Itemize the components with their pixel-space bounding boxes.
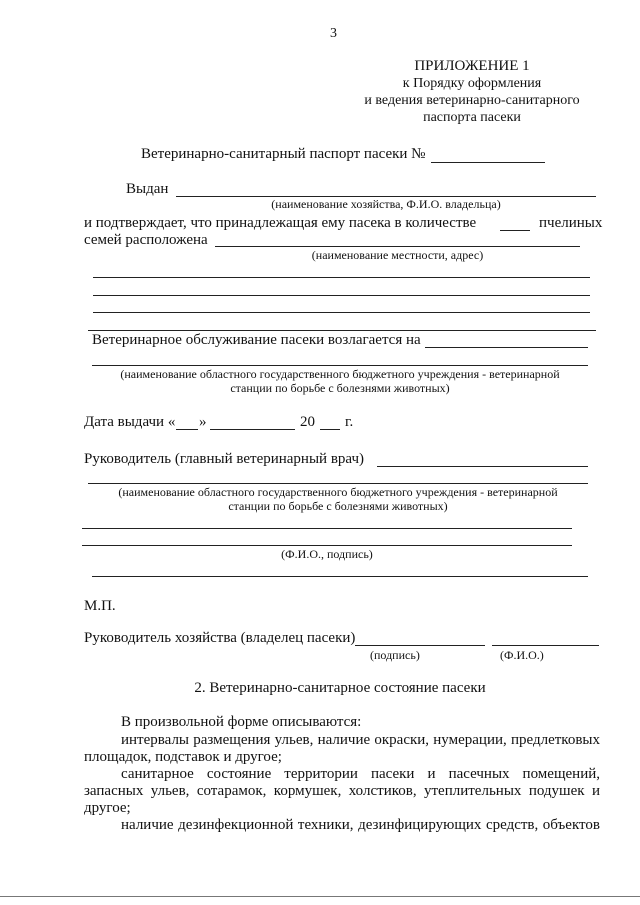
issue-date-quote: »: [199, 414, 207, 430]
section-2-heading: 2. Ветеринарно-санитарное состояние пасеки: [194, 680, 486, 696]
signature-line[interactable]: [92, 576, 588, 577]
stamp-label: М.П.: [84, 598, 116, 614]
issue-month-field[interactable]: [210, 429, 295, 430]
item-2-line-2: запасных ульев, сотарамок, кормушек, холстиков, утеплительных подушек и: [84, 783, 600, 799]
item-3-line-1: наличие дезинфекционной техники, дезинфицирующих средств, объектов: [121, 817, 600, 833]
vet-service-field-line[interactable]: [92, 365, 588, 366]
farm-head-name-field[interactable]: [492, 645, 599, 646]
item-2-line-1: санитарное состояние территории пасеки и пасечных помещений,: [121, 766, 600, 782]
location-field[interactable]: [215, 246, 580, 247]
appendix-title: ПРИЛОЖЕНИЕ 1: [414, 58, 530, 74]
head-vet-hint-1: (наименование областного государственного бюджетного учреждения - ветеринарной: [118, 485, 558, 499]
farm-head-signature-field[interactable]: [355, 645, 485, 646]
issued-hint: (наименование хозяйства, Ф.И.О. владельца): [271, 197, 501, 211]
vet-service-hint-2: станции по борьбе с болезнями животных): [230, 381, 450, 395]
location-hint: (наименование местности, адрес): [311, 248, 484, 262]
head-vet-field[interactable]: [377, 466, 588, 467]
address-line[interactable]: [88, 330, 596, 331]
issue-date-label: Дата выдачи «: [84, 414, 176, 430]
item-1-line-2: площадок, подставок и другое;: [84, 749, 282, 765]
farm-head-label: Руководитель хозяйства (владелец пасеки): [84, 630, 356, 646]
confirm-text-1: и подтверждает, что принадлежащая ему пасека в количестве: [84, 215, 477, 231]
address-line[interactable]: [93, 295, 590, 296]
address-line[interactable]: [93, 277, 590, 278]
head-vet-signature-hint: (Ф.И.О., подпись): [281, 547, 373, 561]
item-2-line-3: другое;: [84, 800, 131, 816]
passport-title: Ветеринарно-санитарный паспорт пасеки №: [141, 146, 426, 162]
page-bottom-edge: [0, 896, 640, 897]
issue-year-suffix: г.: [345, 414, 354, 430]
vet-service-field[interactable]: [425, 347, 588, 348]
issue-year-prefix: 20: [300, 414, 315, 430]
families-count-field[interactable]: [500, 230, 530, 231]
confirm-text-2: пчелиных: [539, 215, 603, 231]
vet-service-hint-1: (наименование областного государственного бюджетного учреждения - ветеринарной: [120, 367, 560, 381]
passport-number-field[interactable]: [431, 162, 545, 163]
issue-day-field[interactable]: [176, 429, 198, 430]
vet-service-label: Ветеринарное обслуживание пасеки возлагается на: [92, 332, 421, 348]
farm-head-signature-hint: (подпись): [370, 648, 420, 662]
signature-line[interactable]: [82, 528, 572, 529]
farm-head-name-hint: (Ф.И.О.): [500, 648, 544, 662]
location-label: семей расположена: [84, 232, 208, 248]
appendix-line-1: к Порядку оформления: [402, 76, 542, 91]
signature-line[interactable]: [82, 545, 572, 546]
appendix-line-3: паспорта пасеки: [423, 110, 521, 125]
issued-label: Выдан: [126, 181, 169, 197]
head-vet-label: Руководитель (главный ветеринарный врач): [84, 451, 364, 467]
address-line[interactable]: [93, 312, 590, 313]
head-vet-field-line[interactable]: [88, 483, 588, 484]
item-1-line-1: интервалы размещения ульев, наличие окраски, нумерации, предлетковых: [121, 732, 600, 748]
appendix-line-2: и ведения ветеринарно-санитарного: [364, 93, 580, 108]
head-vet-hint-2: станции по борьбе с болезнями животных): [228, 499, 448, 513]
page-number: 3: [330, 26, 337, 41]
section-2-intro: В произвольной форме описываются:: [121, 714, 362, 730]
issue-year-field[interactable]: [320, 429, 340, 430]
